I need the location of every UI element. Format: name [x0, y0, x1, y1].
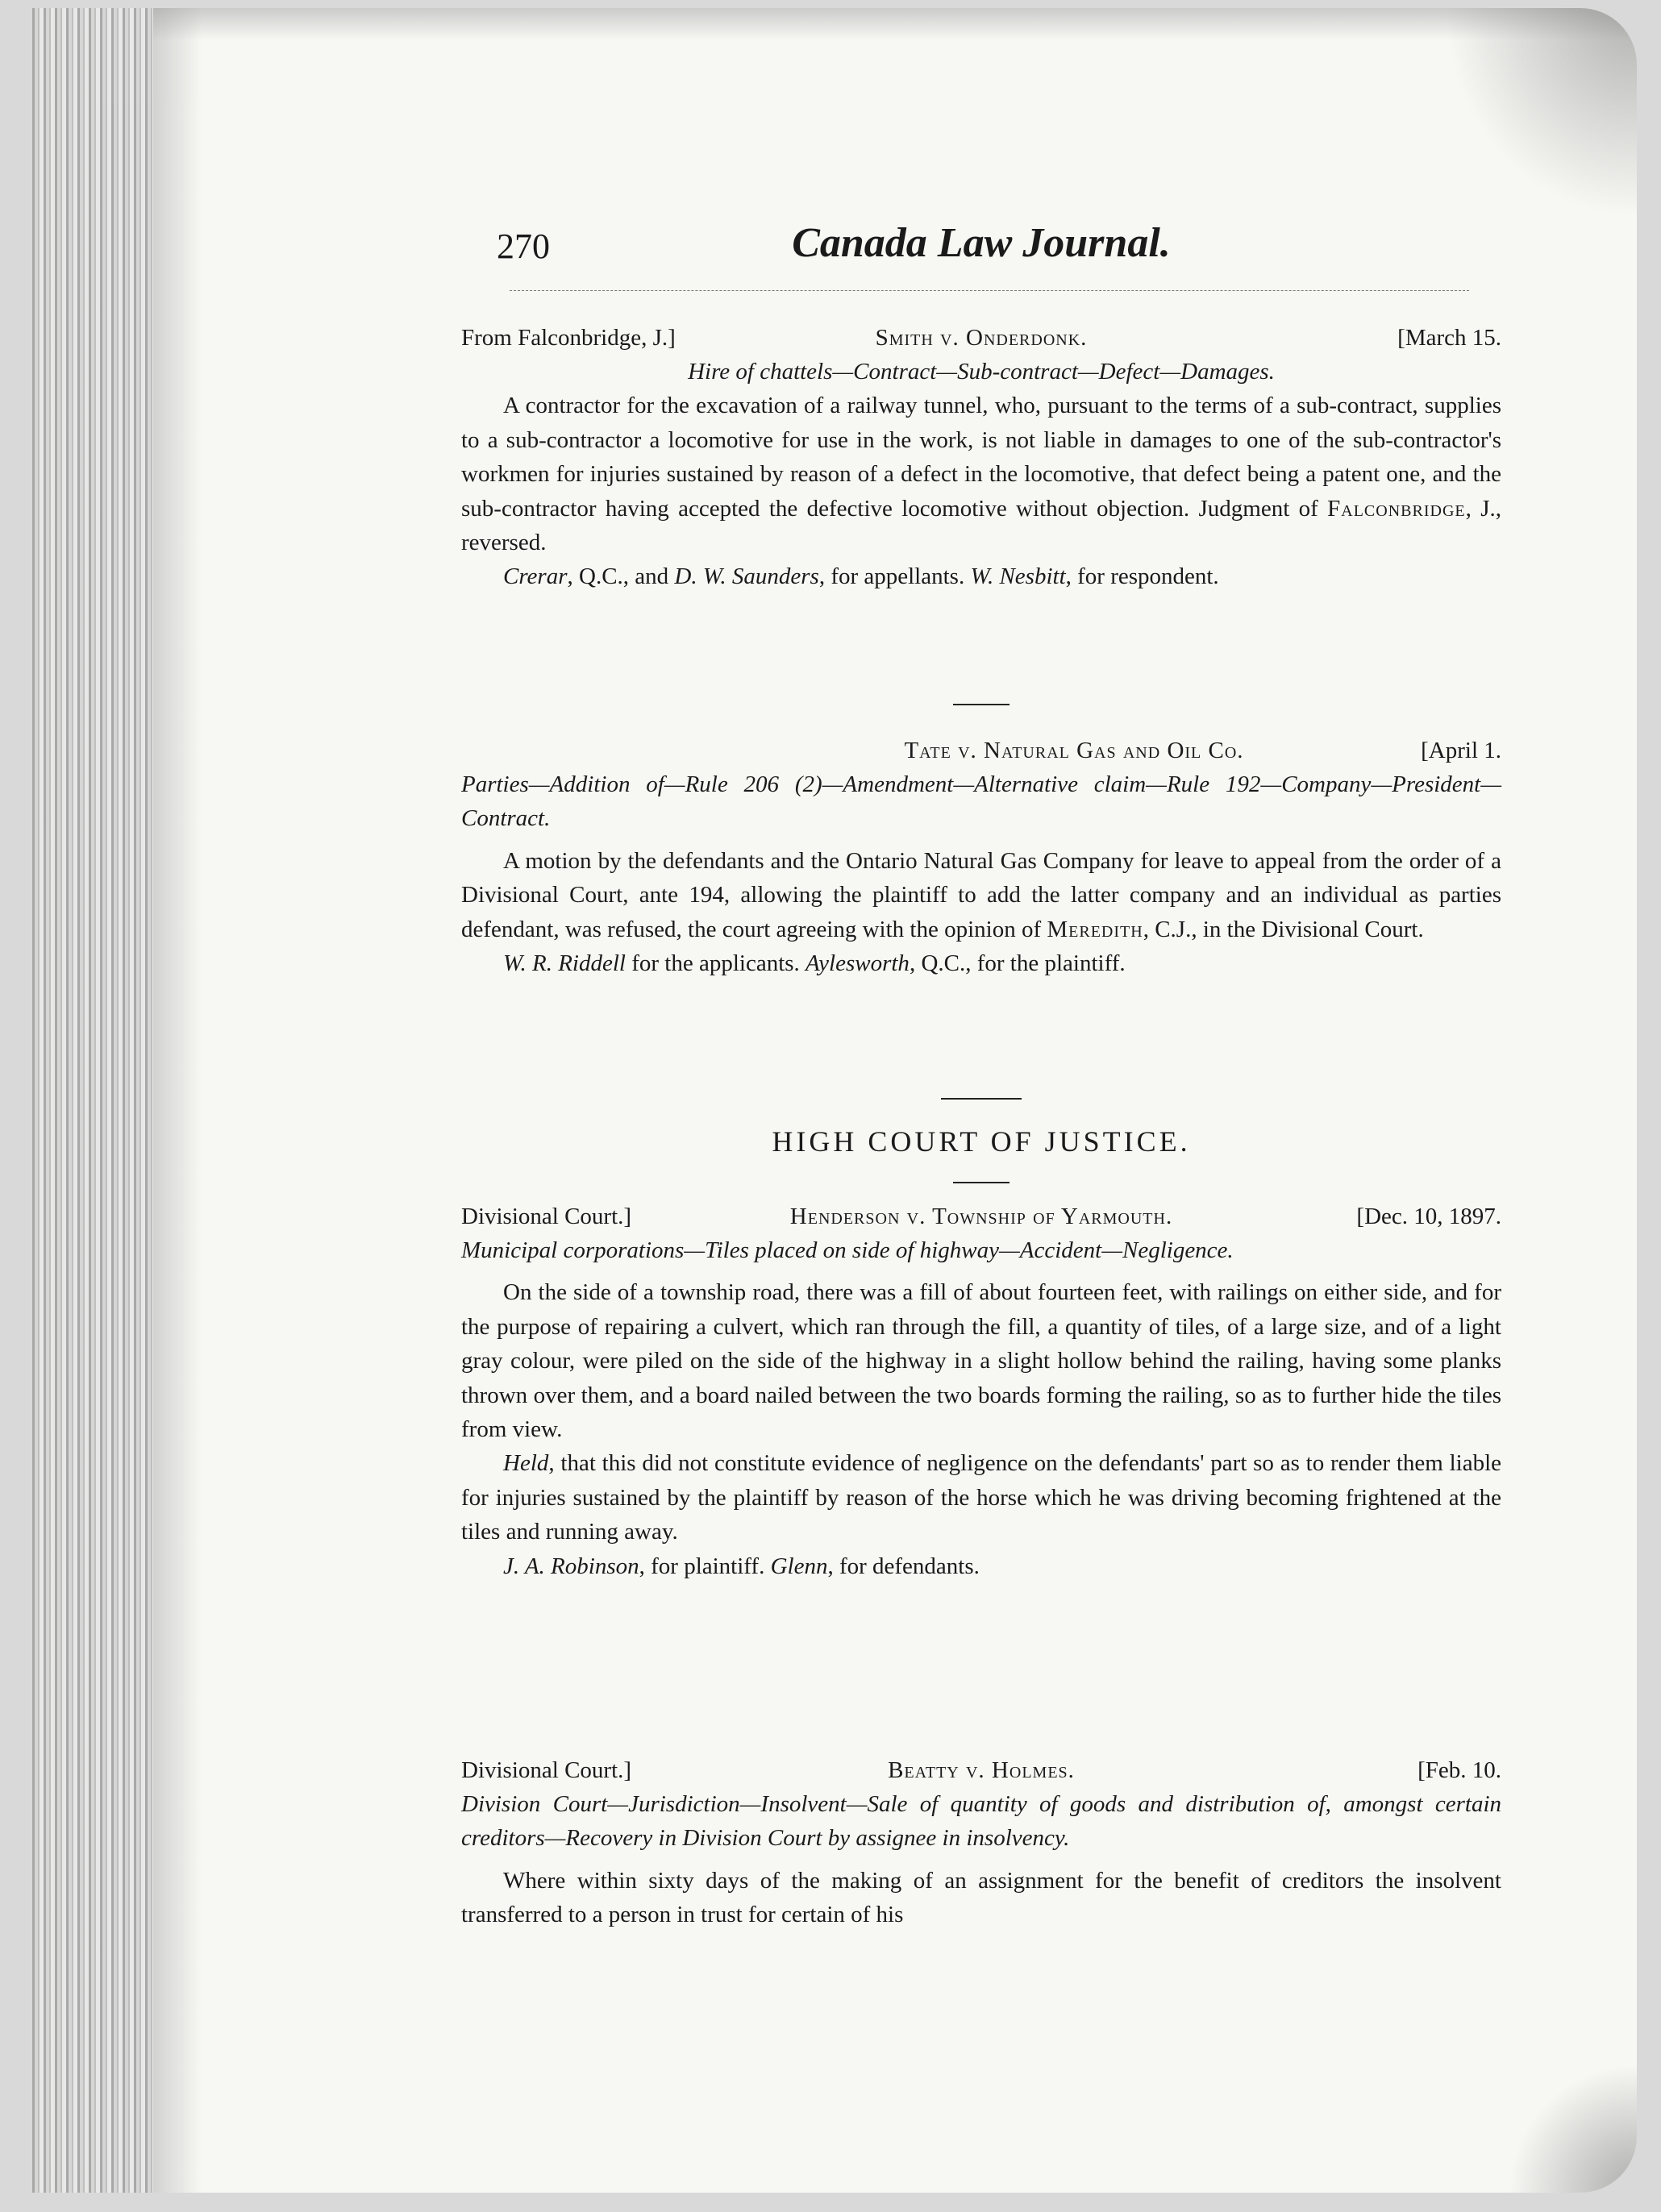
case-holding: Held, that this did not constitute evidence of negligence on the defendants' part so as to render them liable for injuries sustained by the plaintiff by reason of the horse which he was driving becoming frightened at the tiles and running away.	[461, 1450, 1501, 1545]
case-topic: Municipal corporations—Tiles placed on side of highway—Accident—Negligence.	[461, 1237, 1234, 1263]
section-divider	[461, 1182, 1501, 1183]
case-beatty-holmes	[461, 1753, 1501, 1932]
case-counsel: J. A. Robinson, for plaintiff. Glenn, for defendants.	[503, 1553, 980, 1579]
section-title: HIGH COURT OF JUSTICE.	[772, 1125, 1191, 1158]
case-topic: Division Court—Jurisdiction—Insolvent—Sale of quantity of goods and distribution of, amongst certain creditors—Recovery in Division Court by assignee in insolvency.	[461, 1791, 1501, 1852]
case-heading	[461, 1753, 1501, 1787]
case-henderson-yarmouth	[461, 1200, 1501, 1583]
header-rule	[510, 290, 1469, 291]
case-title: Tate v. Natural Gas and Oil Co.	[904, 738, 1244, 763]
case-title: Smith v. Onderdonk.	[875, 325, 1088, 351]
case-body: Where within sixty days of the making of an assignment for the benefit of creditors the insolvent transferred to a person in trust for certain of his	[461, 1867, 1501, 1928]
case-topic: Parties—Addition of—Rule 206 (2)—Amendment—Alternative claim—Rule 192—Company—President—Contract.	[461, 771, 1501, 832]
case-body: A motion by the defendants and the Ontario Natural Gas Company for leave to appeal from the order of a Divisional Court, ante 194, allowing the plaintiff to add the latter company and an individual as parties defendant, was refused, the court agreeing with the opinion of Meredith, C.J., in the Divisional Court.	[461, 847, 1501, 942]
case-heading	[461, 734, 1501, 767]
case-body: A contractor for the excavation of a railway tunnel, who, pursuant to the terms of a sub-contract, supplies to a sub-contractor a locomotive for use in the work, is not liable in damages to one of the sub-contractor's workmen for injuries sustained by reason of a defect in the locomotive, that defect being a patent one, and the sub-contractor having accepted the defective locomotive without objection. Judgment of Falconbridge, J., reversed.	[461, 393, 1501, 556]
case-court: Divisional Court.]	[461, 1757, 632, 1783]
case-date: [Feb. 10.	[1417, 1757, 1501, 1783]
case-counsel: W. R. Riddell for the applicants. Aylesworth, Q.C., for the plaintiff.	[503, 950, 1126, 977]
scan-edge-corner	[1443, 8, 1637, 218]
running-header	[461, 220, 1501, 278]
section-divider	[461, 1098, 1501, 1100]
case-date: [March 15.	[1397, 325, 1501, 351]
scan-edge-corner-bottom	[1508, 2064, 1637, 2193]
page-number: 270	[497, 227, 550, 266]
case-divider	[461, 704, 1501, 705]
case-heading	[461, 321, 1501, 355]
scan-edge-left	[32, 8, 153, 2193]
case-court: Divisional Court.]	[461, 1204, 632, 1229]
case-court: From Falconbridge, J.]	[461, 325, 676, 351]
journal-title: Canada Law Journal.	[792, 220, 1171, 266]
case-date: [April 1.	[1421, 738, 1501, 763]
case-topic: Hire of chattels—Contract—Sub-contract—Defect—Damages.	[688, 359, 1275, 385]
case-counsel: Crerar, Q.C., and D. W. Saunders, for appellants. W. Nesbitt, for respondent.	[503, 563, 1219, 590]
case-title: Henderson v. Township of Yarmouth.	[789, 1204, 1173, 1229]
case-tate-natural-gas	[461, 734, 1501, 980]
case-date: [Dec. 10, 1897.	[1356, 1204, 1501, 1229]
case-title: Beatty v. Holmes.	[888, 1757, 1075, 1783]
case-smith-onderdonk	[461, 321, 1501, 594]
case-body: On the side of a township road, there was a fill of about fourteen feet, with railings on either side, and for the purpose of repairing a culvert, which ran through the fill, a quantity of tiles, of a large size, and of a light gray colour, were piled on the side of the highway in a slight hollow behind the railing, having some planks thrown over them, and a board nailed between the two boards forming the railing, so as to further hide the tiles from view.	[461, 1279, 1501, 1443]
case-heading	[461, 1200, 1501, 1233]
scan-edge-top	[153, 8, 1637, 40]
